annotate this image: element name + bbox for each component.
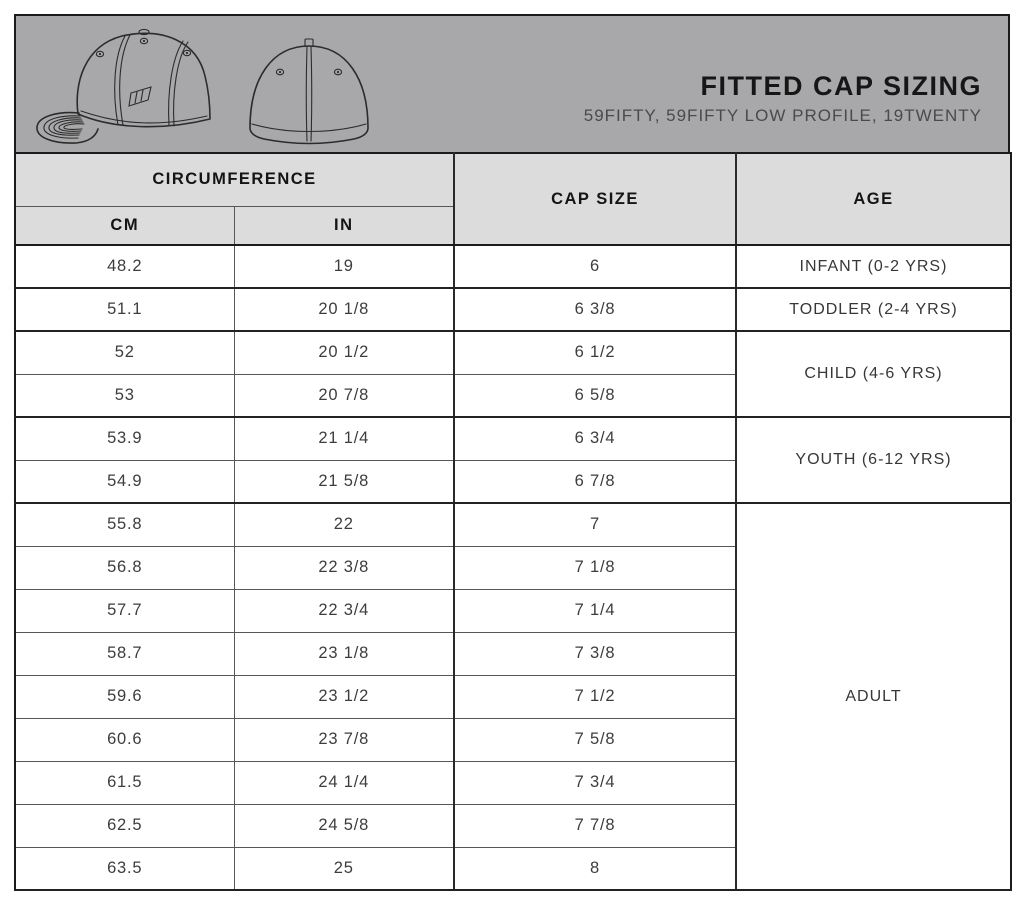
cm-cell: 62.5 xyxy=(15,804,234,847)
size-table-body xyxy=(15,245,1011,890)
cap-size-cell: 7 7/8 xyxy=(454,804,736,847)
cap-size-cell: 7 xyxy=(454,503,736,546)
cap-size-cell: 7 1/4 xyxy=(454,589,736,632)
in-cell: 25 xyxy=(234,847,454,890)
cap-size-cell: 6 1/2 xyxy=(454,331,736,374)
size-row xyxy=(15,331,1011,374)
cap-size-cell: 7 3/8 xyxy=(454,632,736,675)
in-cell: 21 5/8 xyxy=(234,460,454,503)
in-cell: 22 3/4 xyxy=(234,589,454,632)
cap-back-view-icon xyxy=(244,36,376,148)
cm-cell: 51.1 xyxy=(15,288,234,331)
cap-size-cell: 8 xyxy=(454,847,736,890)
age-cell: CHILD (4-6 YRS) xyxy=(736,331,1011,417)
cm-cell: 57.7 xyxy=(15,589,234,632)
cm-header: CM xyxy=(15,206,234,245)
cap-size-cell: 6 3/8 xyxy=(454,288,736,331)
in-cell: 20 1/8 xyxy=(234,288,454,331)
in-cell: 20 1/2 xyxy=(234,331,454,374)
circumference-header: CIRCUMFERENCE xyxy=(15,153,454,206)
cm-cell: 58.7 xyxy=(15,632,234,675)
size-row xyxy=(15,288,1011,331)
cm-cell: 54.9 xyxy=(15,460,234,503)
cap-size-cell: 7 1/2 xyxy=(454,675,736,718)
cap-size-header: CAP SIZE xyxy=(454,153,736,245)
age-cell: YOUTH (6-12 YRS) xyxy=(736,417,1011,503)
cm-cell: 53.9 xyxy=(15,417,234,460)
size-row xyxy=(15,503,1011,546)
cm-cell: 61.5 xyxy=(15,761,234,804)
in-cell: 19 xyxy=(234,245,454,288)
in-header: IN xyxy=(234,206,454,245)
cap-size-cell: 6 5/8 xyxy=(454,374,736,417)
banner xyxy=(14,14,1010,152)
age-header: AGE xyxy=(736,153,1011,245)
cm-cell: 60.6 xyxy=(15,718,234,761)
cap-size-cell: 6 xyxy=(454,245,736,288)
sizing-sheet xyxy=(14,14,1010,891)
page-title: FITTED CAP SIZING xyxy=(700,70,982,101)
cap-illustrations xyxy=(16,26,376,152)
page-subtitle: 59FIFTY, 59FIFTY LOW PROFILE, 19TWENTY xyxy=(583,106,982,125)
in-cell: 23 1/2 xyxy=(234,675,454,718)
cm-cell: 52 xyxy=(15,331,234,374)
in-cell: 23 7/8 xyxy=(234,718,454,761)
age-cell: ADULT xyxy=(736,503,1011,890)
in-cell: 23 1/8 xyxy=(234,632,454,675)
banner-titles xyxy=(376,71,1008,152)
cap-size-cell: 7 3/4 xyxy=(454,761,736,804)
in-cell: 24 5/8 xyxy=(234,804,454,847)
cm-cell: 59.6 xyxy=(15,675,234,718)
cm-cell: 55.8 xyxy=(15,503,234,546)
in-cell: 21 1/4 xyxy=(234,417,454,460)
cm-cell: 53 xyxy=(15,374,234,417)
in-cell: 20 7/8 xyxy=(234,374,454,417)
cm-cell: 48.2 xyxy=(15,245,234,288)
cap-side-view-icon xyxy=(34,26,234,148)
age-cell: INFANT (0-2 YRS) xyxy=(736,245,1011,288)
in-cell: 22 3/8 xyxy=(234,546,454,589)
size-row xyxy=(15,245,1011,288)
size-table-head xyxy=(15,153,1011,245)
cap-size-cell: 6 7/8 xyxy=(454,460,736,503)
cap-size-cell: 7 5/8 xyxy=(454,718,736,761)
size-row xyxy=(15,417,1011,460)
cap-size-cell: 6 3/4 xyxy=(454,417,736,460)
size-table xyxy=(14,152,1012,891)
in-cell: 24 1/4 xyxy=(234,761,454,804)
cm-cell: 63.5 xyxy=(15,847,234,890)
in-cell: 22 xyxy=(234,503,454,546)
age-cell: TODDLER (2-4 YRS) xyxy=(736,288,1011,331)
cap-size-cell: 7 1/8 xyxy=(454,546,736,589)
cm-cell: 56.8 xyxy=(15,546,234,589)
